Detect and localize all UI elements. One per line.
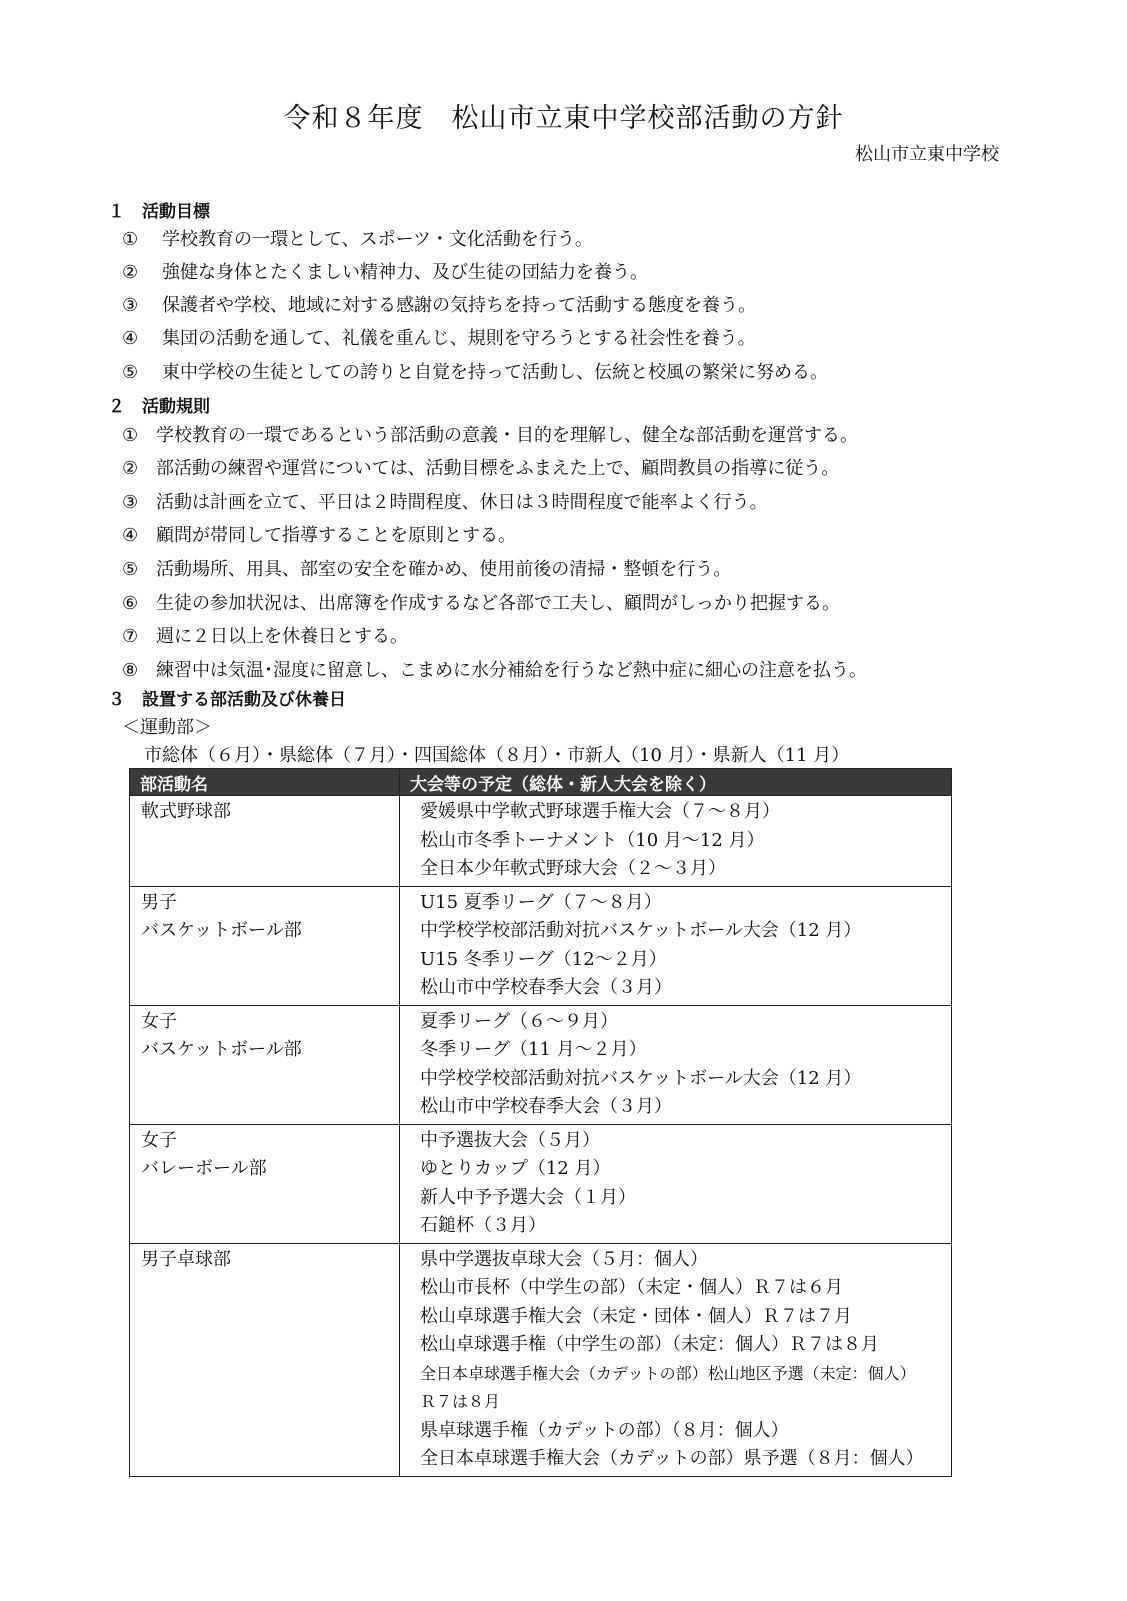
item-text: 顧問が帯同して指導することを原則とする。 xyxy=(156,525,516,546)
section-number: ２ xyxy=(108,397,125,417)
club-name-line: バスケットボール部 xyxy=(141,1039,302,1060)
event-line: 松山卓球選手権大会（未定・団体・個人）Ｒ７は７月 xyxy=(420,1305,852,1327)
events-cell xyxy=(400,1005,952,1124)
events-cell xyxy=(400,1243,952,1476)
item-marker: ② xyxy=(122,262,139,283)
event-line: 松山卓球選手権（中学生の部）（未定：個人）Ｒ７は８月 xyxy=(420,1334,879,1355)
club-name-line: 女子 xyxy=(141,1010,177,1032)
rule-item xyxy=(122,454,839,480)
event-line: 県中学選抜卓球大会（５月：個人） xyxy=(420,1248,708,1270)
event-line: 全日本少年軟式野球大会（２～３月） xyxy=(420,858,726,879)
header-club-name: 部活動名 xyxy=(130,769,400,796)
club-name-cell xyxy=(130,796,400,887)
club-name-cell xyxy=(130,886,400,1005)
goal-item xyxy=(122,258,648,284)
table-header-row xyxy=(130,769,952,796)
item-marker: ② xyxy=(122,458,139,479)
event-line: 冬季リーグ（11 月～２月） xyxy=(420,1039,647,1060)
event-line: 松山市中学校春季大会（３月） xyxy=(420,1096,672,1117)
events-cell xyxy=(400,1124,952,1243)
club-name-cell xyxy=(130,1005,400,1124)
club-name-cell xyxy=(130,1243,400,1476)
tournament-schedule: 市総体（６月）・県総体（７月）・四国総体（８月）・市新人（10 月）・県新人（11 月） xyxy=(144,745,850,766)
event-line: ゆとりカップ（12 月） xyxy=(420,1158,611,1179)
club-name-line: 女子 xyxy=(141,1129,177,1151)
club-table xyxy=(129,768,952,1477)
event-line: 中予選抜大会（５月） xyxy=(420,1129,600,1151)
section-title: 設置する部活動及び休養日 xyxy=(142,690,346,710)
item-marker: ③ xyxy=(122,492,139,513)
section-number: ３ xyxy=(108,690,125,710)
events-cell xyxy=(400,796,952,887)
event-line: 松山市冬季トーナメント（10 月～12 月） xyxy=(420,829,765,851)
table-row xyxy=(130,886,952,1005)
event-line: U15 夏季リーグ（７～８月） xyxy=(420,891,662,913)
school-name: 松山市立東中学校 xyxy=(855,144,999,165)
club-name-line: バスケットボール部 xyxy=(141,920,302,941)
section-1-heading xyxy=(108,197,210,222)
event-line: 中学校学校部活動対抗バスケットボール大会（12 月） xyxy=(420,1067,862,1089)
section-title: 活動規則 xyxy=(142,397,210,417)
section-2-heading xyxy=(108,392,210,417)
goal-item xyxy=(122,324,756,350)
item-marker: ⑤ xyxy=(122,362,139,383)
event-line: 全日本卓球選手権大会（カデットの部）県予選（８月：個人） xyxy=(420,1448,924,1469)
rule-item xyxy=(122,589,840,615)
page-title: 令和８年度 松山市立東中学校部活動の方針 xyxy=(283,103,844,134)
table-row xyxy=(130,796,952,887)
section-title: 活動目標 xyxy=(142,202,210,222)
item-text: 東中学校の生徒としての誇りと自覚を持って活動し、伝統と校風の繁栄に努める。 xyxy=(162,362,828,383)
goal-item xyxy=(122,358,828,384)
item-text: 練習中は気温･湿度に留意し、こまめに水分補給を行うなど熱中症に細心の注意を払う。 xyxy=(156,660,867,681)
item-marker: ④ xyxy=(122,525,139,546)
item-marker: ⑧ xyxy=(122,660,139,681)
event-line: 県卓球選手権（カデットの部）（８月：個人） xyxy=(420,1419,789,1441)
item-marker: ⑥ xyxy=(122,593,139,614)
event-line: 夏季リーグ（６～９月） xyxy=(420,1010,618,1032)
goal-item xyxy=(122,225,593,251)
item-text: 学校教育の一環であるという部活動の意義・目的を理解し、健全な部活動を運営する。 xyxy=(156,425,858,446)
item-text: 活動場所、用具、部室の安全を確かめ、使用前後の清掃・整頓を行う。 xyxy=(156,559,732,580)
item-text: 週に２日以上を休養日とする。 xyxy=(156,626,408,647)
event-line: 松山市中学校春季大会（３月） xyxy=(420,977,672,998)
section-3-heading xyxy=(108,685,346,710)
rule-item xyxy=(122,488,768,514)
club-name-cell xyxy=(130,1124,400,1243)
item-marker: ① xyxy=(122,425,139,446)
goal-item xyxy=(122,291,756,317)
rule-item xyxy=(122,656,867,682)
rule-item xyxy=(122,555,731,581)
item-marker: ③ xyxy=(122,295,139,316)
club-name-line: 男子卓球部 xyxy=(141,1248,231,1270)
item-marker: ⑤ xyxy=(122,559,139,580)
rule-item xyxy=(122,622,408,648)
item-text: 活動は計画を立て、平日は２時間程度、休日は３時間程度で能率よく行う。 xyxy=(156,492,768,513)
item-marker: ④ xyxy=(122,328,139,349)
table-row xyxy=(130,1124,952,1243)
item-text: 部活動の練習や運営については、活動目標をふまえた上で、顧問教員の指導に従う。 xyxy=(156,458,840,479)
item-marker: ① xyxy=(122,229,139,250)
item-text: 集団の活動を通して、礼儀を重んじ、規則を守ろうとする社会性を養う。 xyxy=(162,328,756,349)
item-text: 生徒の参加状況は、出席簿を作成するなど各部で工夫し、顧問がしっかり把握する。 xyxy=(156,593,840,614)
event-line: 全日本卓球選手権大会（カデットの部）松山地区予選（未定：個人） xyxy=(420,1363,916,1383)
sports-club-subheading: ＜運動部＞ xyxy=(122,717,212,738)
club-name-line: 軟式野球部 xyxy=(141,801,231,822)
item-marker: ⑦ xyxy=(122,626,139,647)
event-line: U15 冬季リーグ（12～２月） xyxy=(420,948,667,970)
rule-item xyxy=(122,421,858,447)
club-name-line: バレーボール部 xyxy=(141,1158,267,1179)
item-text: 強健な身体とたくましい精神力、及び生徒の団結力を養う。 xyxy=(162,262,648,283)
event-line: 新人中予予選大会（１月） xyxy=(420,1186,636,1208)
item-text: 学校教育の一環として、スポーツ・文化活動を行う。 xyxy=(162,229,593,250)
rule-item xyxy=(122,521,516,547)
club-name-line: 男子 xyxy=(141,891,177,913)
event-line: 愛媛県中学軟式野球選手権大会（７～８月） xyxy=(420,801,780,822)
event-line: 松山市長杯（中学生の部）（未定・個人）Ｒ７は６月 xyxy=(420,1277,843,1298)
event-line: 中学校学校部活動対抗バスケットボール大会（12 月） xyxy=(420,920,862,941)
events-cell xyxy=(400,886,952,1005)
table-row xyxy=(130,1005,952,1124)
event-line: Ｒ７は８月 xyxy=(420,1392,501,1411)
table-row xyxy=(130,1243,952,1476)
section-number: １ xyxy=(108,202,125,222)
header-events: 大会等の予定（総体・新人大会を除く） xyxy=(400,769,952,796)
event-line: 石鎚杯（３月） xyxy=(420,1215,546,1236)
item-text: 保護者や学校、地域に対する感謝の気持ちを持って活動する態度を養う。 xyxy=(162,295,756,316)
